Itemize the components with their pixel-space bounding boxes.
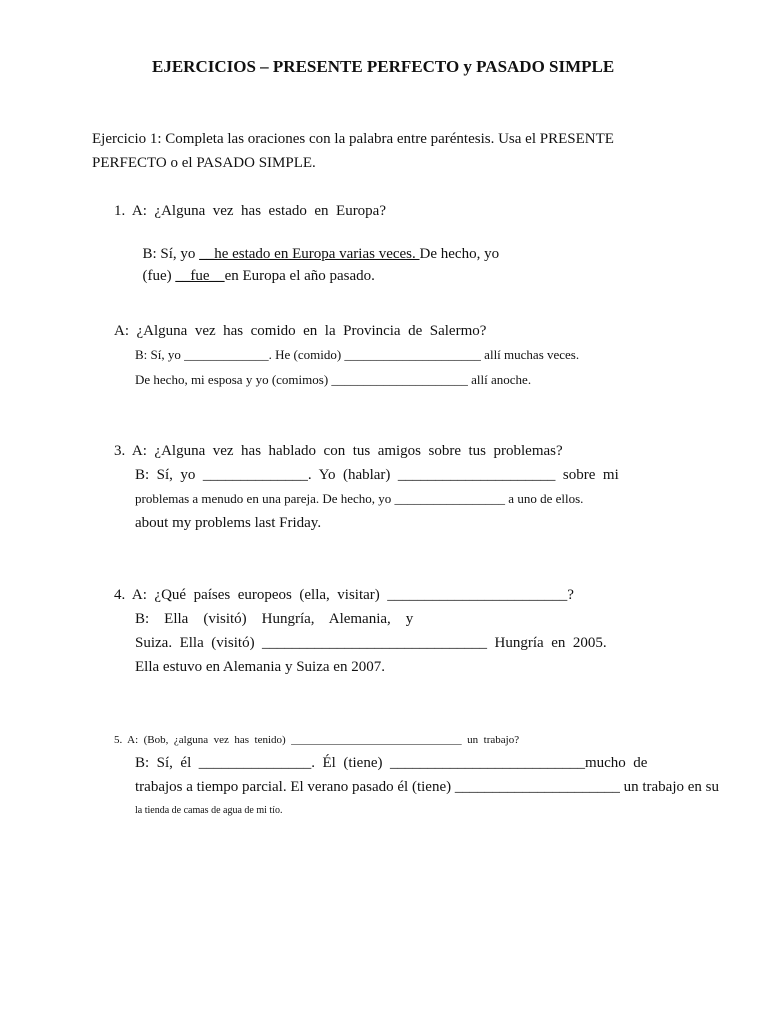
q1-b-answer: __he estado en Europa varias veces.: [199, 246, 420, 262]
q5-line-c: trabajos a tiempo parcial. El verano pasado él (tiene) ______________________ un trabajo en su: [135, 779, 720, 795]
instructions-line-1: Ejercicio 1: Completa las oraciones con la palabra entre paréntesis. Usa el PRESENTE: [92, 131, 614, 147]
q1-c-suffix: en Europa el año pasado.: [224, 268, 375, 284]
q2-line-a: A: ¿Alguna vez has comido en la Provincia de Salermo?: [114, 323, 487, 339]
q3-line-d: about my problems last Friday.: [135, 515, 322, 531]
q4-line-a: 4. A: ¿Qué países europeos (ella, visitar) ________________________?: [114, 587, 574, 603]
q3-line-a: 3. A: ¿Alguna vez has hablado con tus amigos sobre tus problemas?: [114, 443, 563, 459]
q1-b-suffix: De hecho, yo: [419, 246, 500, 262]
q1-c-prefix: (fue): [142, 268, 176, 284]
q5-line-a: 5. A: (Bob, ¿alguna vez has tenido) _______________________________ un trabajo?: [114, 734, 520, 746]
instructions-line-2: PERFECTO o el PASADO SIMPLE.: [92, 155, 316, 171]
q5-line-b: B: Sí, él _______________. Él (tiene) __________________________mucho de: [135, 755, 648, 771]
q4-line-d: Ella estuvo en Alemania y Suiza en 2007.: [135, 659, 385, 675]
q1-line-a: 1. A: ¿Alguna vez has estado en Europa?: [114, 203, 386, 219]
q1-c-answer: __fue__: [175, 268, 225, 284]
q3-line-c: problemas a menudo en una pareja. De hecho, yo _________________ a uno de ellos.: [135, 491, 584, 506]
q3-line-b: B: Sí, yo ______________. Yo (hablar) _____________________ sobre mi: [135, 467, 619, 483]
q2-line-b: B: Sí, yo _____________. He (comido) _____________________ allí muchas veces.: [135, 347, 580, 362]
q4-line-b: B: Ella (visitó) Hungría, Alemania, y: [135, 611, 414, 627]
page-title: EJERCICIOS – PRESENTE PERFECTO y PASADO SIMPLE: [152, 57, 615, 76]
q1-line-c: [135, 249, 375, 285]
q2-line-c: De hecho, mi esposa y yo (comimos) _____________________ allí anoche.: [135, 372, 532, 387]
q5-line-d: la tienda de camas de agua de mi tío.: [135, 805, 283, 816]
q4-line-c: Suiza. Ella (visitó) ______________________________ Hungría en 2005.: [135, 635, 607, 651]
q1-b-prefix: B: Sí, yo: [142, 246, 200, 262]
